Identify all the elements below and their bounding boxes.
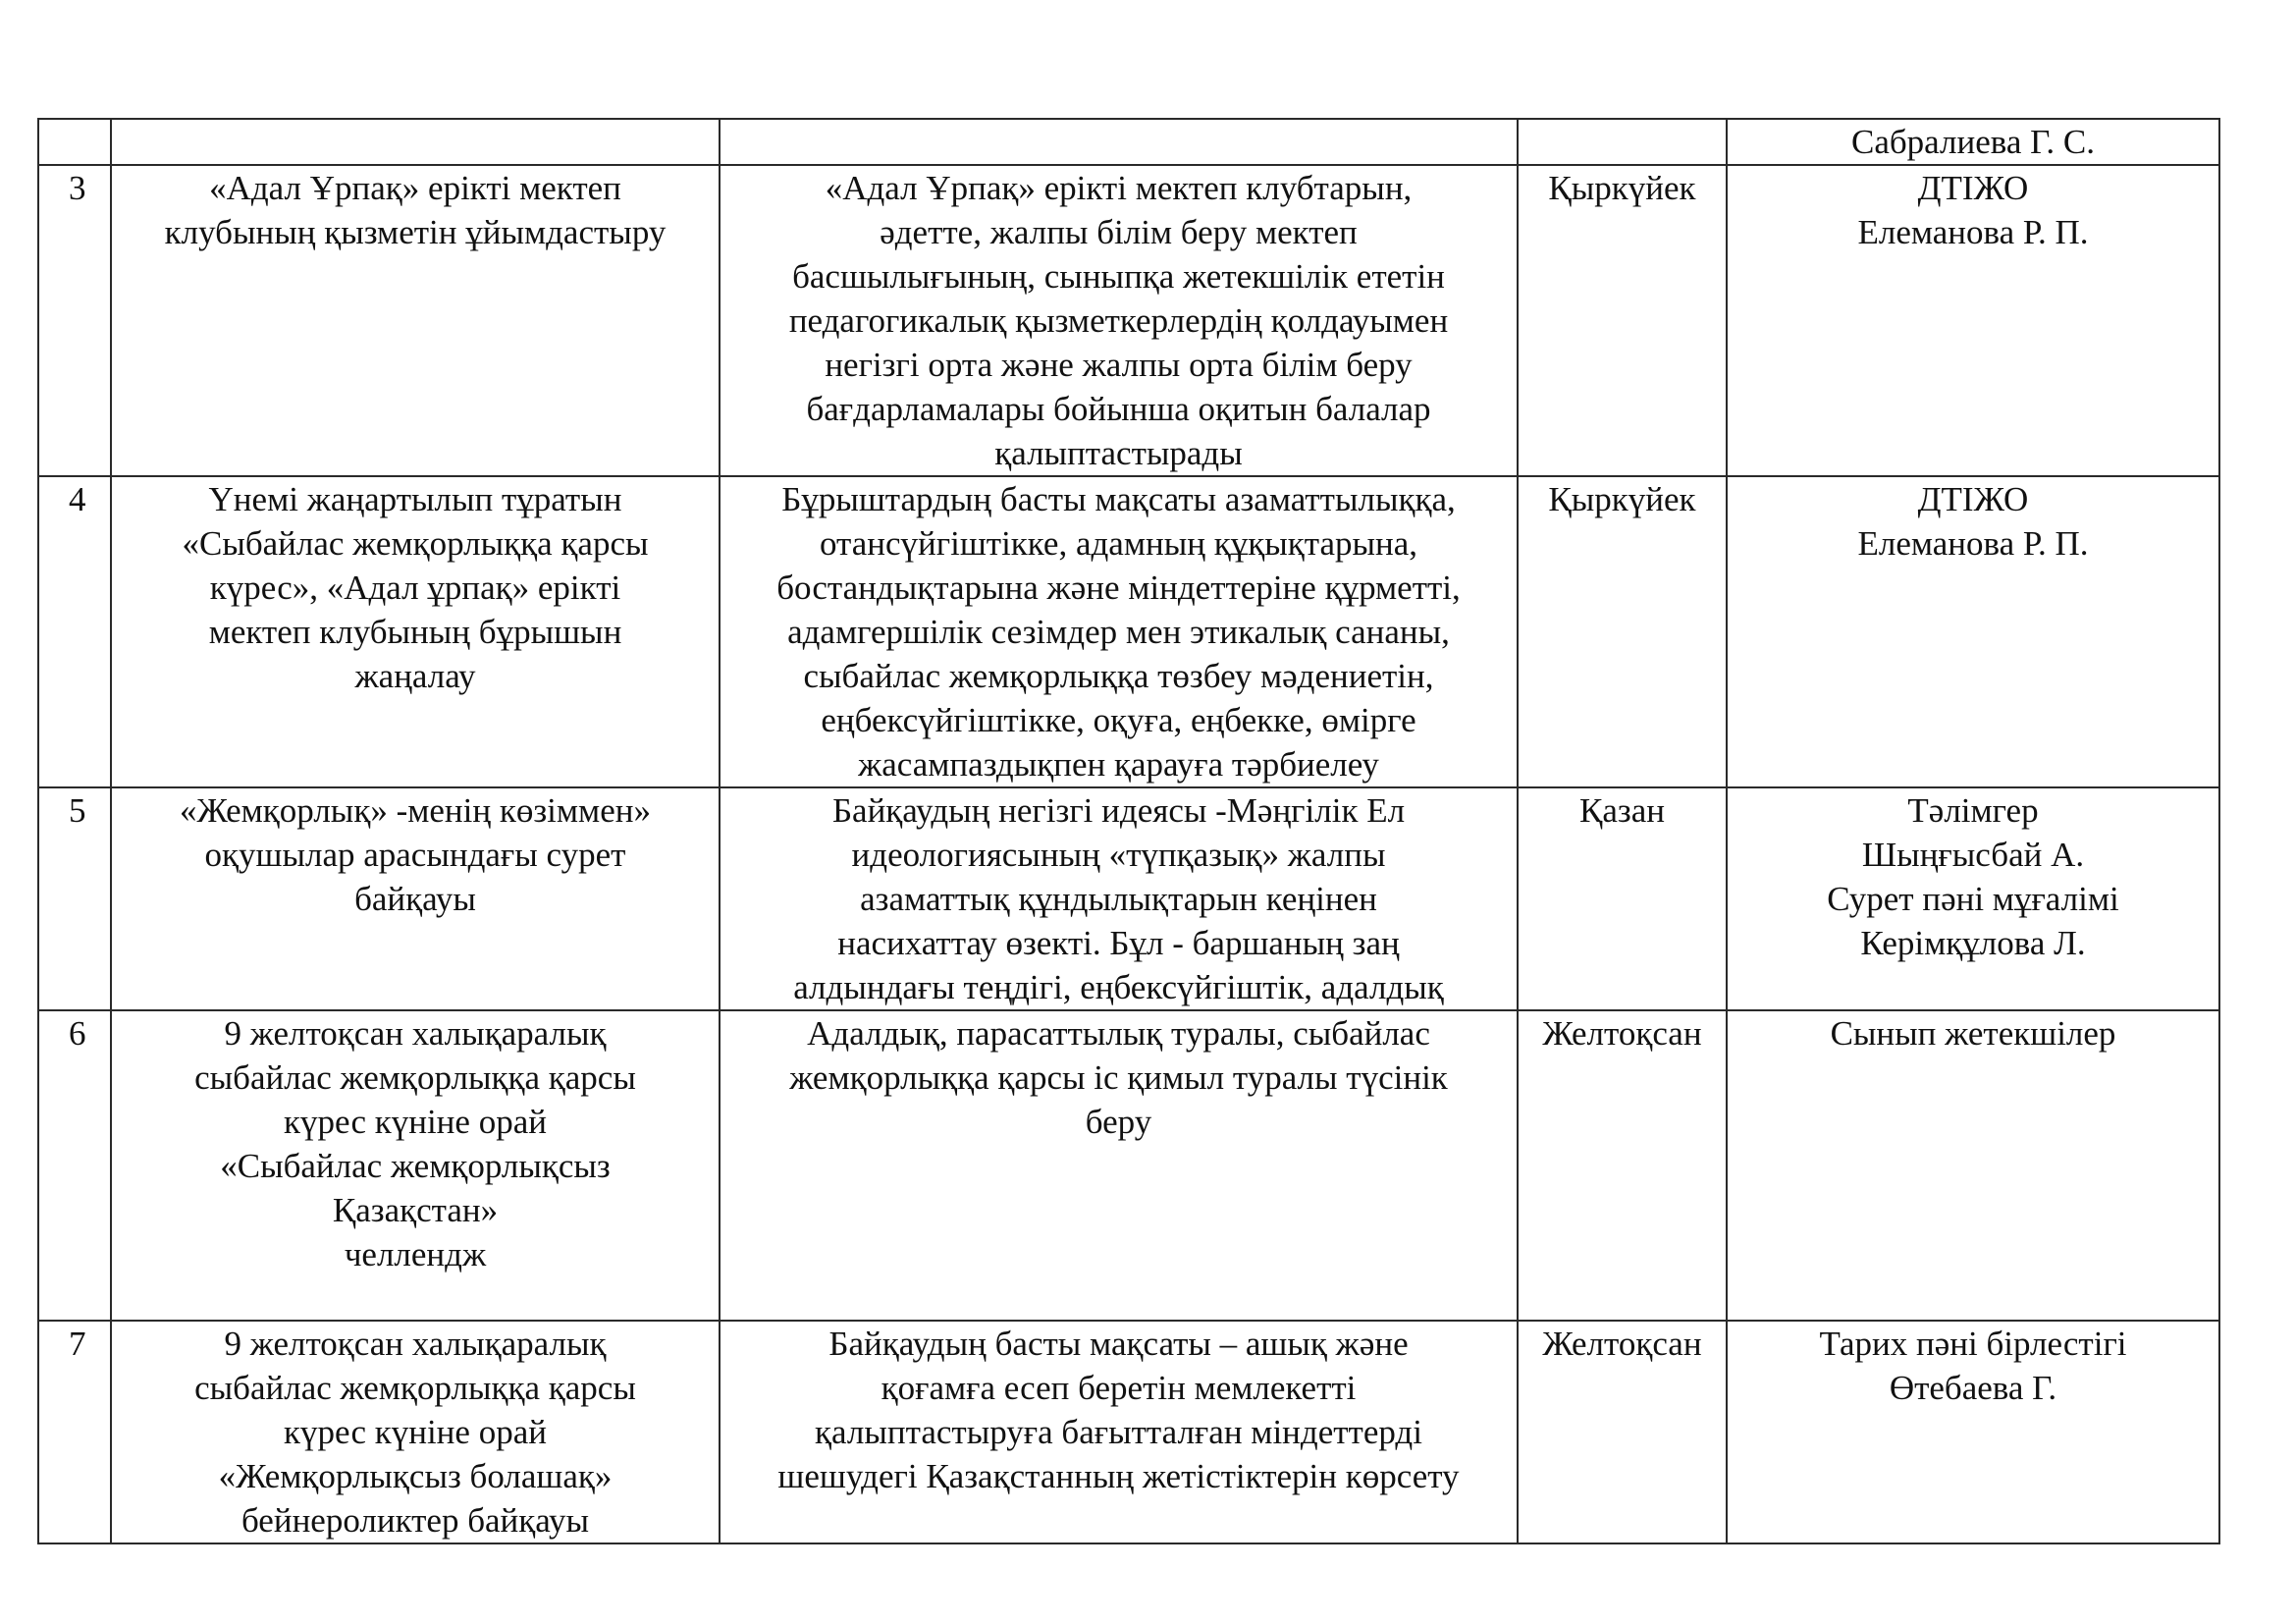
event-content-cell xyxy=(720,165,1518,476)
cell-text-line: Бұрыштардың басты мақсаты азаматтылыққа, xyxy=(781,480,1456,518)
cell-text-line: идеологиясының «түпқазық» жалпы xyxy=(851,836,1386,874)
cell-text-line: 9 желтоқсан халықаралық xyxy=(224,1325,607,1363)
event-name-cell xyxy=(111,1321,720,1543)
cell-text-line: Сабралиева Г. С. xyxy=(1851,123,2095,161)
cell-text: Қыркүйек xyxy=(1548,480,1696,518)
table-row xyxy=(38,119,2219,165)
table-body xyxy=(38,119,2219,1543)
cell-text-line: 9 желтоқсан халықаралық xyxy=(224,1014,607,1053)
cell-text-line: қоғамға есеп беретін мемлекетті xyxy=(881,1369,1357,1407)
cell-text: 4 xyxy=(69,480,86,518)
cell-text-line: Сурет пәні мұғалімі xyxy=(1827,880,2119,918)
cell-text-line: сыбайлас жемқорлыққа төзбеу мәдениетін, xyxy=(803,657,1434,695)
cell-text-line: Сынып жетекшілер xyxy=(1830,1014,2116,1053)
cell-text-line: жаңалау xyxy=(354,657,476,695)
deadline-cell xyxy=(1518,1321,1727,1543)
cell-text-line: «Жемқорлық» -менің көзіммен» xyxy=(180,791,651,830)
cell-text-line: Байқаудың басты мақсаты – ашық және xyxy=(828,1325,1409,1363)
cell-text-line: басшылығының, сыныпқа жетекшілік ететін xyxy=(792,257,1445,296)
cell-text: 3 xyxy=(69,169,86,207)
cell-text-line: алдындағы теңдігі, еңбексүйгіштік, адалдық xyxy=(793,968,1444,1006)
cell-text-line: Байқаудың негізгі идеясы -Мәңгілік Ел xyxy=(831,791,1406,830)
cell-text: 6 xyxy=(69,1014,86,1053)
event-content-cell xyxy=(720,787,1518,1010)
responsible-cell xyxy=(1727,119,2219,165)
table-row xyxy=(38,1010,2219,1321)
deadline-cell xyxy=(1518,1010,1727,1321)
table-row xyxy=(38,787,2219,1010)
cell-text-line: Өтебаева Г. xyxy=(1889,1369,2057,1407)
cell-text-line: Қазақстан» xyxy=(332,1191,499,1229)
cell-text-line: бейнероликтер байқауы xyxy=(240,1501,590,1540)
cell-text-line: «Адал Ұрпақ» ерікті мектеп xyxy=(209,169,621,207)
event-name-cell xyxy=(111,119,720,165)
event-name-cell xyxy=(111,476,720,787)
deadline-cell xyxy=(1518,165,1727,476)
cell-text-line: күрес күніне орай xyxy=(284,1103,547,1141)
cell-text-line: жасампаздықпен қарауға тәрбиелеу xyxy=(858,745,1379,784)
responsible-cell xyxy=(1727,1321,2219,1543)
cell-text-line: челлендж xyxy=(344,1235,487,1273)
event-name-cell xyxy=(111,1010,720,1321)
responsible-cell xyxy=(1727,787,2219,1010)
responsible-cell xyxy=(1727,476,2219,787)
cell-text-line: Тарих пәні бірлестігі xyxy=(1819,1325,2127,1363)
row-number-cell xyxy=(38,476,111,787)
cell-text-line: «Адал Ұрпақ» ерікті мектеп клубтарын, xyxy=(825,169,1413,207)
deadline-cell xyxy=(1518,119,1727,165)
cell-text-line: оқушылар арасындағы сурет xyxy=(204,836,626,874)
cell-text-line: Елеманова Р. П. xyxy=(1857,524,2089,563)
cell-text-line: бостандықтарына және міндеттеріне құрметті, xyxy=(776,568,1461,607)
cell-text: Қыркүйек xyxy=(1548,169,1696,207)
event-content-cell xyxy=(720,1321,1518,1543)
deadline-cell xyxy=(1518,787,1727,1010)
row-number-cell xyxy=(38,787,111,1010)
cell-text-line: Елеманова Р. П. xyxy=(1857,213,2089,251)
event-content-cell xyxy=(720,476,1518,787)
cell-text-line: бағдарламалары бойынша оқитын балалар xyxy=(806,390,1431,428)
cell-text-line: клубының қызметін ұйымдастыру xyxy=(164,213,667,251)
cell-text-line: еңбексүйгіштікке, оқуға, еңбекке, өмірге xyxy=(821,701,1416,739)
cell-text: Қазан xyxy=(1579,791,1665,830)
row-number-cell xyxy=(38,165,111,476)
cell-text-line: қалыптастыруға бағытталған міндеттерді xyxy=(815,1413,1422,1451)
deadline-cell xyxy=(1518,476,1727,787)
cell-text-line: мектеп клубының бұрышын xyxy=(208,613,622,651)
responsible-cell xyxy=(1727,1010,2219,1321)
cell-text-line: «Сыбайлас жемқорлыққа қарсы xyxy=(182,524,649,563)
row-number-cell xyxy=(38,1010,111,1321)
table-row xyxy=(38,165,2219,476)
cell-text-line: Үнемі жаңартылып тұратын xyxy=(208,480,622,518)
cell-text-line: байқауы xyxy=(354,880,476,918)
cell-text-line: күрес күніне орай xyxy=(284,1413,547,1451)
cell-text-line: күрес», «Адал ұрпақ» ерікті xyxy=(209,568,621,607)
cell-text-line: отансүйгіштікке, адамның құқықтарына, xyxy=(819,524,1418,563)
cell-text-line: «Жемқорлықсыз болашақ» xyxy=(218,1457,613,1495)
table-row xyxy=(38,476,2219,787)
cell-text-line: Шыңғысбай А. xyxy=(1861,836,2085,874)
event-name-cell xyxy=(111,787,720,1010)
cell-text-line: әдетте, жалпы білім беру мектеп xyxy=(880,213,1358,251)
cell-text: Желтоқсан xyxy=(1542,1325,1702,1363)
cell-text-line: Тәлімгер xyxy=(1907,791,2039,830)
cell-text-line: ДТІЖО xyxy=(1917,169,2029,207)
cell-text-line: беру xyxy=(1085,1103,1152,1141)
cell-text: Желтоқсан xyxy=(1542,1014,1702,1053)
cell-text-line: негізгі орта және жалпы орта білім беру xyxy=(825,346,1413,384)
event-content-cell xyxy=(720,1010,1518,1321)
row-number-cell xyxy=(38,119,111,165)
cell-text-line: педагогикалық қызметкерлердің қолдауымен xyxy=(788,301,1449,340)
responsible-cell xyxy=(1727,165,2219,476)
cell-text: 5 xyxy=(69,791,86,830)
cell-text-line: шешудегі Қазақстанның жетістіктерін көрсету xyxy=(777,1457,1460,1495)
table-row xyxy=(38,1321,2219,1543)
cell-text-line: адамгершілік сезімдер мен этикалық сананы, xyxy=(787,613,1450,651)
cell-text-line: ДТІЖО xyxy=(1917,480,2029,518)
events-plan-table xyxy=(37,118,2220,1544)
event-name-cell xyxy=(111,165,720,476)
cell-text: 7 xyxy=(69,1325,86,1363)
cell-text-line: сыбайлас жемқорлыққа қарсы xyxy=(194,1058,636,1097)
cell-text-line: Адалдық, парасаттылық туралы, сыбайлас xyxy=(807,1014,1430,1053)
cell-text-line: қалыптастырады xyxy=(994,434,1243,472)
document-page xyxy=(37,118,2218,1544)
cell-text-line: сыбайлас жемқорлыққа қарсы xyxy=(194,1369,636,1407)
cell-text-line: азаматтық құндылықтарын кеңінен xyxy=(860,880,1377,918)
cell-text-line: «Сыбайлас жемқорлықсыз xyxy=(220,1147,611,1185)
cell-text-line: насихаттау өзекті. Бұл - баршаның заң xyxy=(837,924,1400,962)
event-content-cell xyxy=(720,119,1518,165)
cell-text-line: Керімқұлова Л. xyxy=(1860,924,2086,962)
cell-text-line: жемқорлыққа қарсы іс қимыл туралы түсінік xyxy=(789,1058,1448,1097)
row-number-cell xyxy=(38,1321,111,1543)
